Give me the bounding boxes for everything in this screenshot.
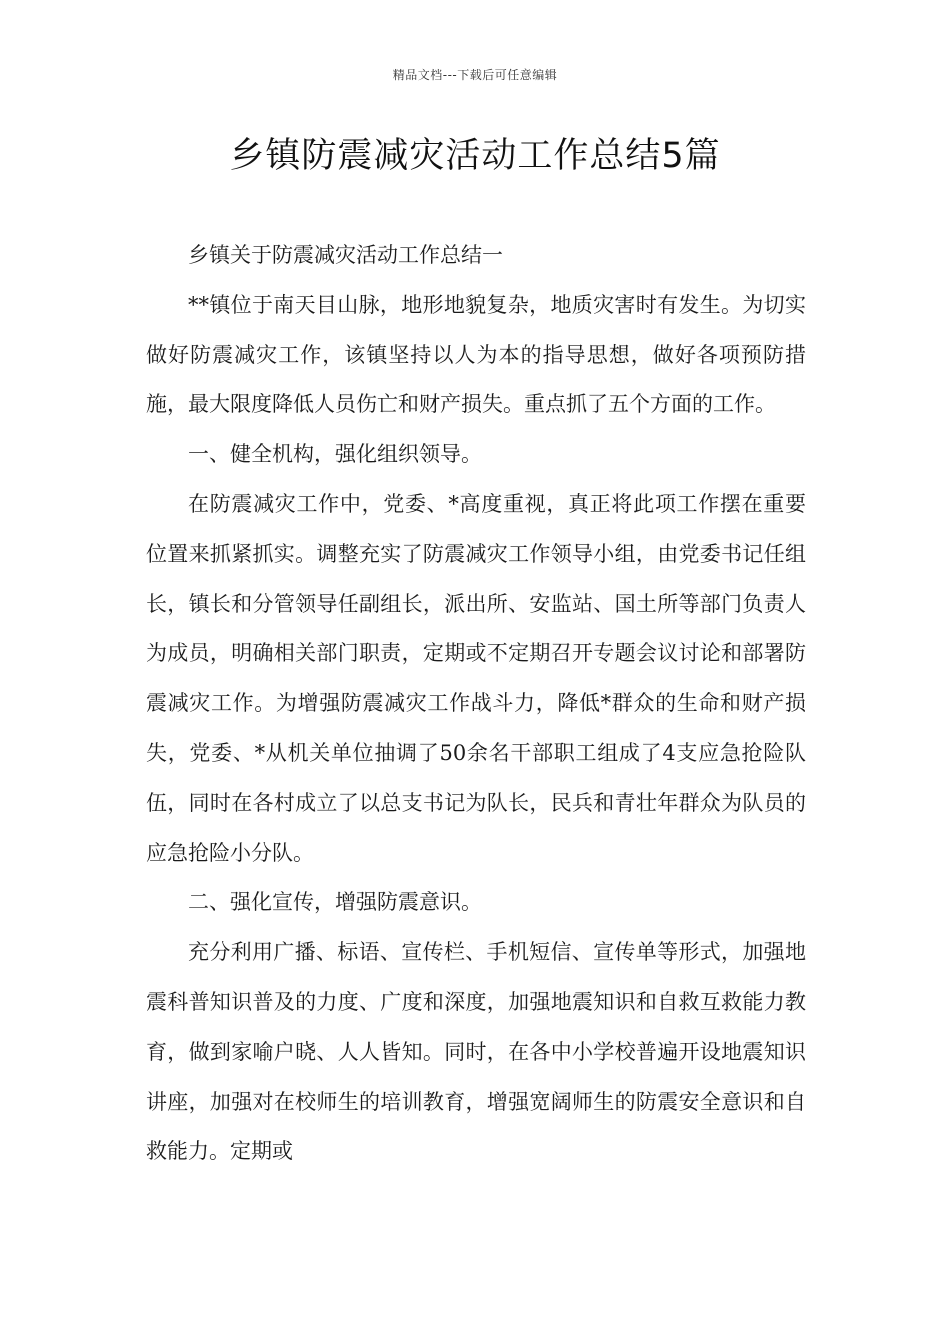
document-body (146, 231, 806, 1177)
header-note: 精品文档---下载后可任意编辑 (392, 68, 558, 82)
section-heading: 二、强化宣传，增强防震意识。 (188, 890, 482, 915)
paragraph: **镇位于南天目山脉，地形地貌复杂，地质灾害时有发生。为切实做好防震减灾工作，该镇坚持以人为本的指导思想，做好各项预防措施，最大限度降低人员伤亡和财产损失。重点抓了五个方面的工作。 (146, 292, 806, 417)
section-heading: 乡镇关于防震减灾活动工作总结一 (188, 243, 503, 267)
paragraph: 充分利用广播、标语、宣传栏、手机短信、宣传单等形式，加强地震科普知识普及的力度、广度和深度，加强地震知识和自救互救能力教育，做到家喻户晓、人人皆知。同时，在各中小学校普遍开设地震知识讲座，加强对在校师生的培训教育，增强宽阔师生的防震安全意识和自救能力。定期或 (146, 940, 806, 1164)
paragraph: 在防震减灾工作中，党委、*高度重视，真正将此项工作摆在重要位置来抓紧抓实。调整充实了防震减灾工作领导小组，由党委书记任组长，镇长和分管领导任副组长，派出所、安监站、国土所等部门负责人为成员，明确相关部门职责，定期或不定期召开专题会议讨论和部署防震减灾工作。为增强防震减灾工作战斗力，降低*群众的生命和财产损失，党委、*从机关单位抽调了50余名干部职工组成了4支应急抢险队伍，同时在各村成立了以总支书记为队长，民兵和青壮年群众为队员的应急抢险小分队。 (146, 491, 806, 865)
section-heading: 一、健全机构，强化组织领导。 (188, 442, 482, 467)
document-title: 乡镇防震减灾活动工作总结5篇 (229, 136, 721, 176)
